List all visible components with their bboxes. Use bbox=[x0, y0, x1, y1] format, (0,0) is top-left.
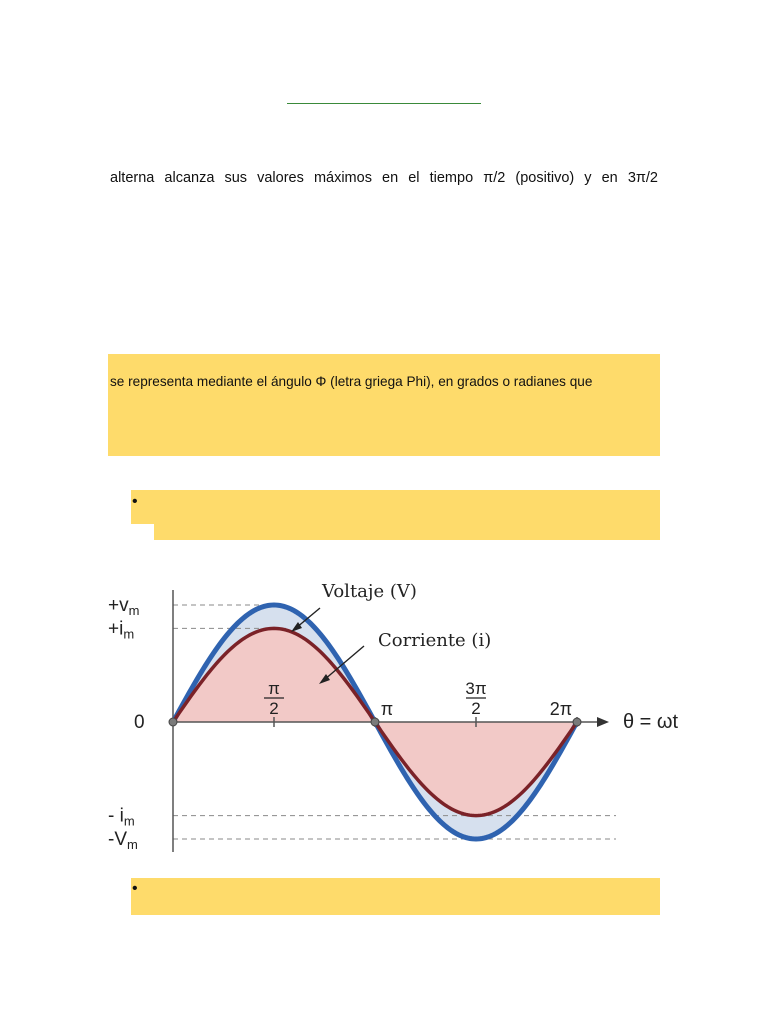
bullet-marker: • bbox=[132, 493, 138, 510]
annotation-voltage: Voltaje (V) bbox=[322, 581, 417, 602]
annotation-current: Corriente (i) bbox=[378, 630, 492, 651]
x-axis-arrow bbox=[597, 717, 609, 727]
x-tick-label-num-2: 3π bbox=[465, 679, 487, 698]
x-tick-label-num-0: π bbox=[268, 679, 280, 698]
y-tick-label-4: $-V_m$ bbox=[108, 829, 138, 852]
sine-wave-plot bbox=[100, 570, 700, 860]
zero-crossing-dot-end bbox=[573, 718, 581, 726]
heading-underline bbox=[287, 103, 481, 104]
highlighted-bullet-continuation bbox=[154, 522, 660, 540]
x-tick-label-1: π bbox=[380, 699, 394, 719]
highlighted-bullet-item bbox=[131, 490, 660, 524]
body-paragraph: alterna alcanza sus valores máximos en el tiempo π/2 (positivo) y en 3π/2 bbox=[110, 170, 658, 186]
highlighted-paragraph-text: se representa mediante el ángulo Φ (letra griega Phi), en grados o radianes que bbox=[110, 374, 593, 389]
highlighted-bullet-item-2 bbox=[131, 878, 660, 915]
zero-crossing-dot-mid bbox=[371, 718, 379, 726]
y-tick-label-2: 0 bbox=[134, 712, 145, 733]
bullet-marker-2: • bbox=[132, 880, 138, 897]
y-tick-label-0: $+v_m$ bbox=[108, 595, 140, 618]
voltage-current-chart bbox=[100, 570, 700, 860]
zero-crossing-dot-start bbox=[169, 718, 177, 726]
x-tick-label-den-0: 2 bbox=[269, 699, 279, 718]
y-tick-label-1: $+i_m$ bbox=[108, 618, 135, 642]
y-tick-label-3: - $i_m$ bbox=[108, 805, 135, 829]
x-tick-label-den-2: 2 bbox=[471, 699, 481, 718]
x-axis-label: θ = ωt bbox=[623, 711, 679, 733]
x-tick-label-3: 2π bbox=[549, 699, 573, 719]
highlighted-paragraph bbox=[108, 354, 660, 456]
